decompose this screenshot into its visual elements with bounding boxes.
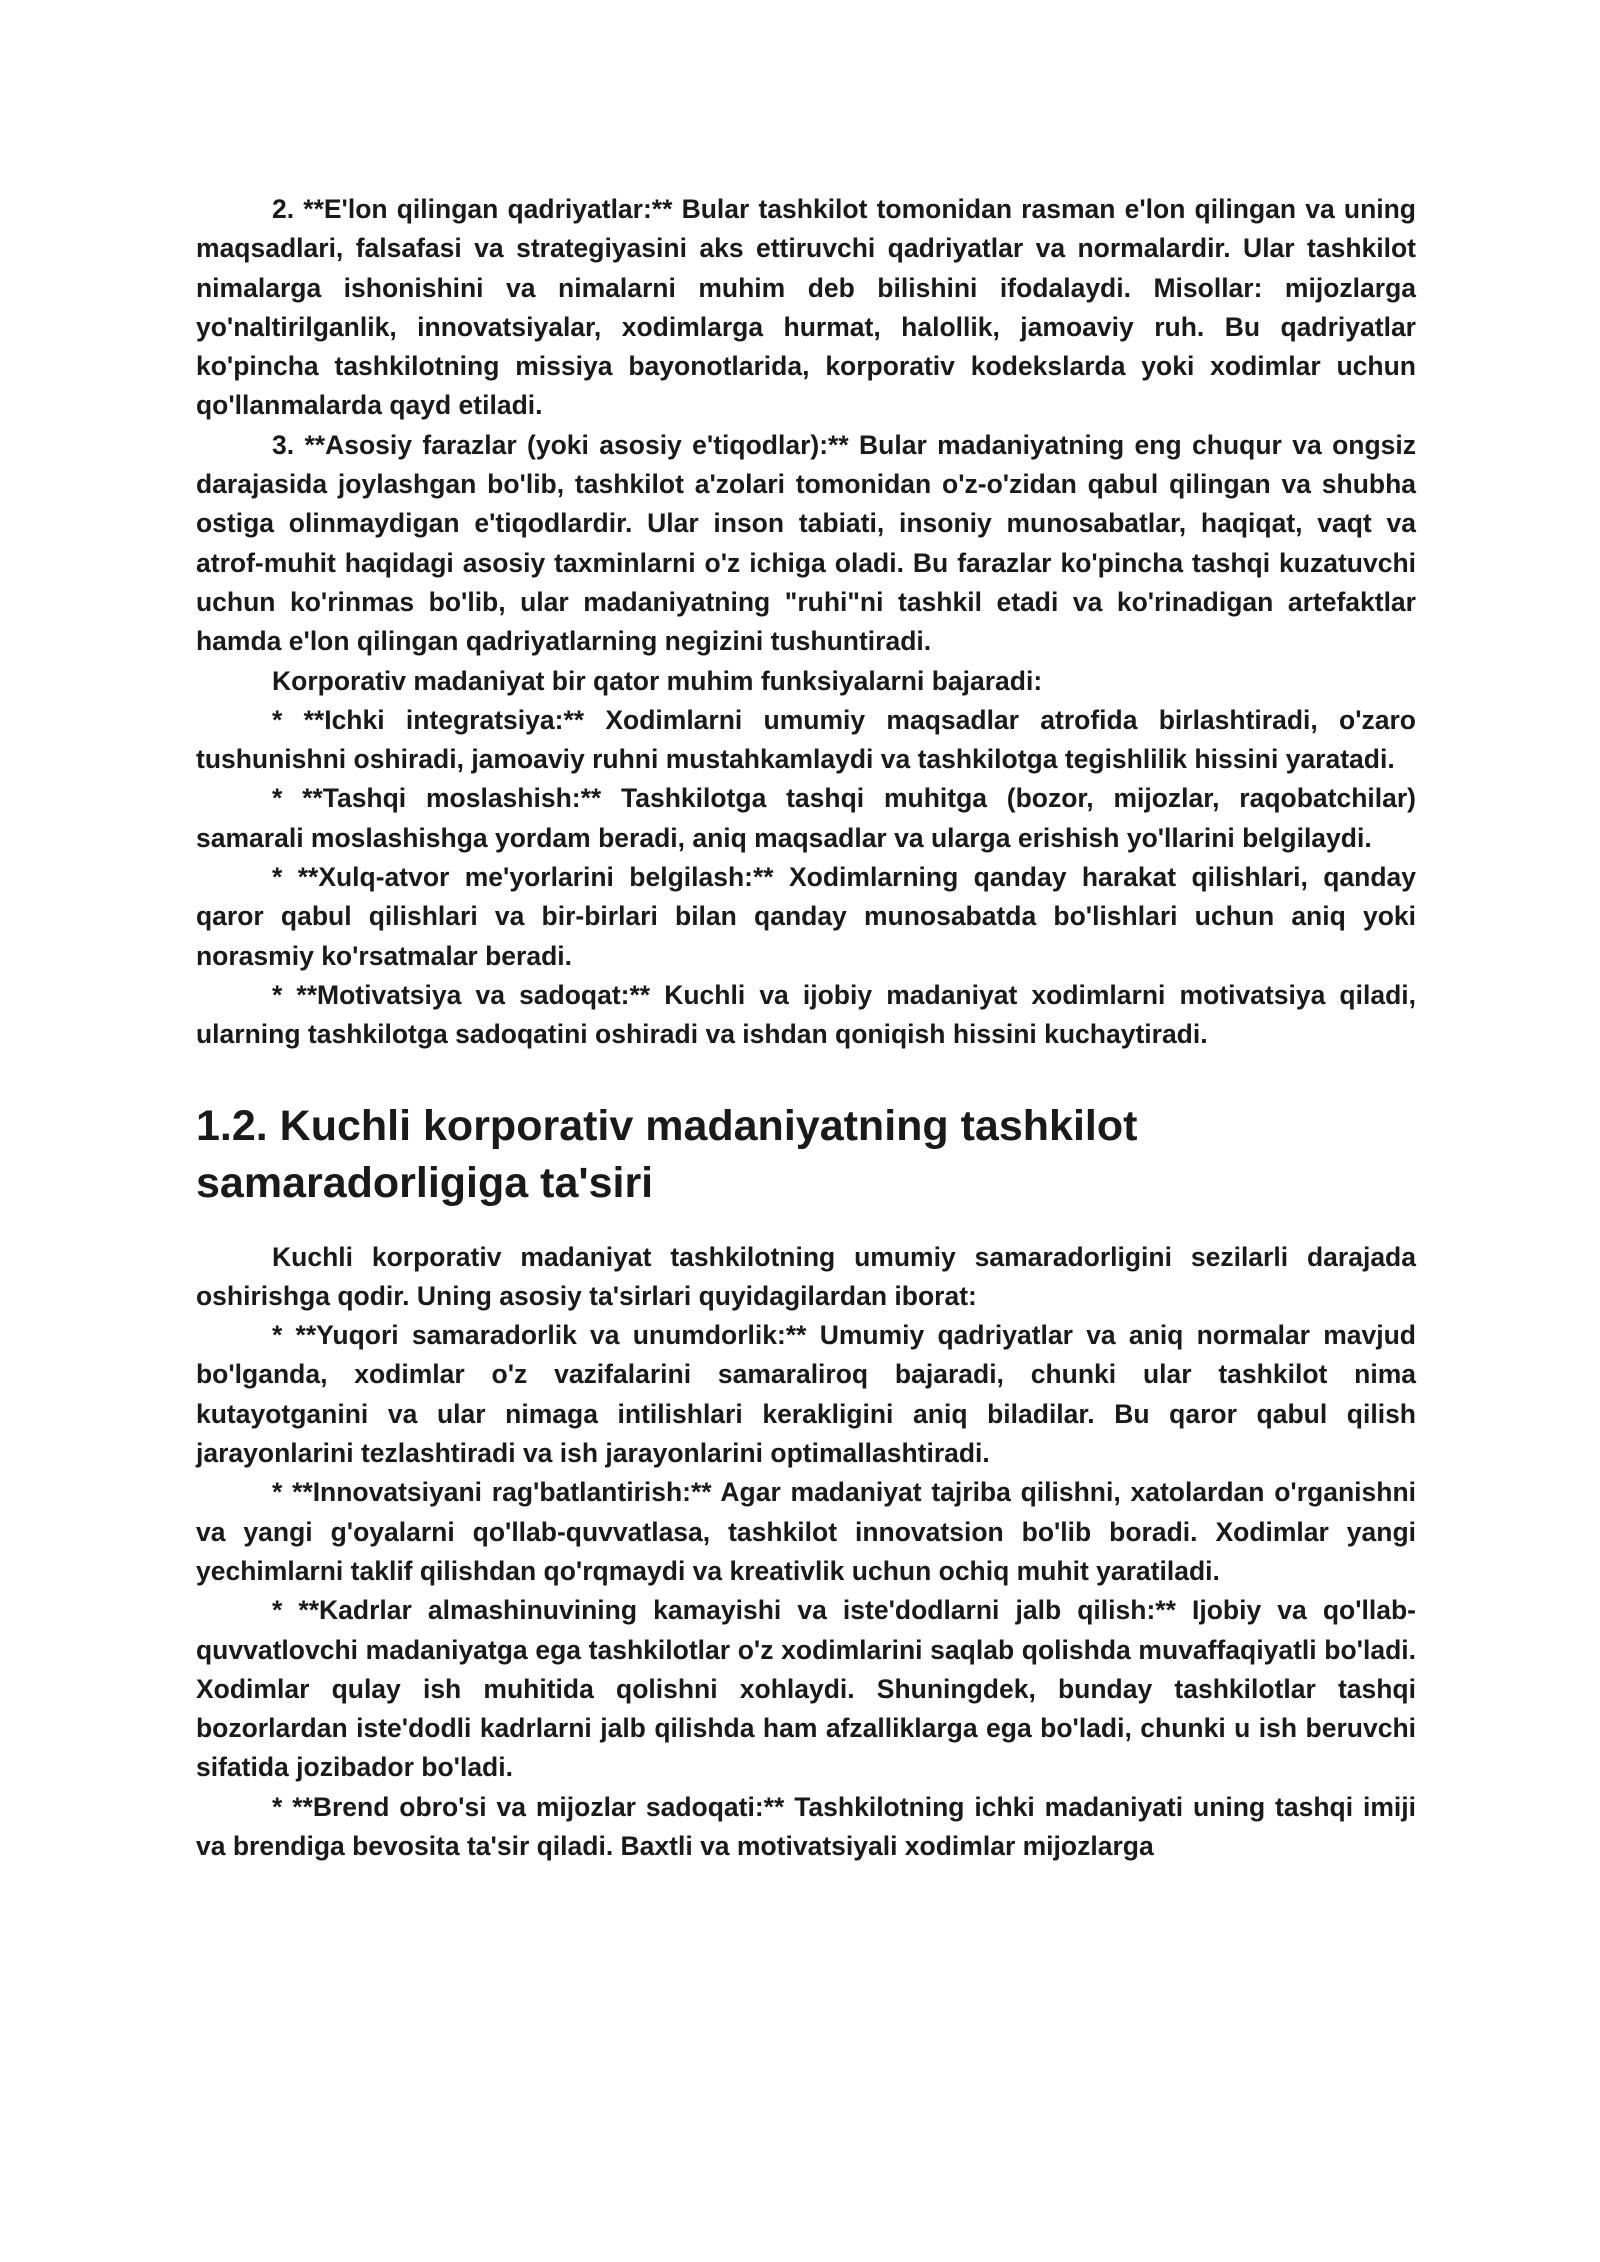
bullet-internal-integration: * **Ichki integratsiya:** Xodimlarni umumiy maqsadlar atrofida birlashtiradi, o'zaro tushunishni oshiradi, jamoaviy ruhni mustahkamlaydi va tashkilotga tegishlilik hissini yaratadi. <box>196 704 1416 775</box>
bullet-staff-turnover: * **Kadrlar almashinuvining kamayishi va iste'dodlarni jalb qilish:** Ijobiy va qo'llab-quvvatlovchi madaniyatga ega tashkilotlar o'z xodimlarini saqlab qolishda muvaffaqiyatli bo'ladi. Xodimlar qulay ish muhitida qolishni xohlaydi. Shuningdek, bunday tashkilotlar tashqi bozorlardan iste'dodli kadrlarni jalb qilishda ham afzalliklarga ega bo'ladi, chunki u ish beruvchi sifatida jozibador bo'ladi. <box>196 1595 1416 1783</box>
functions-intro-paragraph: Korporativ madaniyat bir qator muhim funksiyalarni bajaradi: <box>272 665 1043 696</box>
bullet-brand-reputation: * **Brend obro'si va mijozlar sadoqati:** Tashkilotning ichki madaniyati uning tashqi imiji va brendiga bevosita ta'sir qiladi. Baxtli va motivatsiyali xodimlar mijozlarga <box>196 1791 1416 1861</box>
list-item-declared-values: 2. **E'lon qilingan qadriyatlar:** Bular tashkilot tomonidan rasman e'lon qilingan va uning maqsadlari, falsafasi va strategiyasini aks ettiruvchi qadriyatlar va normalardir. Ular tashkilot nimalarga ishonishini va nimalarni muhim deb bilishini ifodalaydi. Misollar: mijozlarga yo'naltirilganlik, innovatsiyalar, xodimlarga hurmat, halollik, jamoaviy ruh. Bu qadriyatlar ko'pincha tashkilotning missiya bayonotlarida, korporativ kodekslarda yoki xodimlar uchun qo'llanmalarda qayd etiladi. <box>196 194 1416 421</box>
bullet-external-adaptation: * **Tashqi moslashish:** Tashkilotga tashqi muhitga (bozor, mijozlar, raqobatchilar) samarali moslashishga yordam beradi, aniq maqsadlar va ularga erishish yo'llarini belgilaydi. <box>196 783 1416 853</box>
bullet-behavior-norms: * **Xulq-atvor me'yorlarini belgilash:** Xodimlarning qanday harakat qilishlari, qanday qaror qabul qilishlari va bir-birlari bilan qanday munosabatda bo'lishlari uchun aniq yoki norasmiy ko'rsatmalar beradi. <box>196 862 1416 971</box>
bullet-innovation: * **Innovatsiyani rag'batlantirish:** Agar madaniyat tajriba qilishni, xatolardan o'rganishni va yangi g'oyalarni qo'llab-quvvatlasa, tashkilot innovatsion bo'lib boradi. Xodimlar yangi yechimlarni taklif qilishdan qo'rqmaydi va kreativlik uchun ochiq muhit yaratiladi. <box>196 1477 1416 1586</box>
impact-intro-paragraph: Kuchli korporativ madaniyat tashkilotning umumiy samaradorligini sezilarli darajada oshirishga qodir. Uning asosiy ta'sirlari quyidagilardan iborat: <box>196 1241 1416 1311</box>
document-page <box>196 190 1416 1866</box>
bullet-motivation-loyalty: * **Motivatsiya va sadoqat:** Kuchli va ijobiy madaniyat xodimlarni motivatsiya qiladi, ularning tashkilotga sadoqatini oshiradi va ishdan qoniqish hissini kuchaytiradi. <box>196 979 1416 1050</box>
bullet-high-efficiency: * **Yuqori samaradorlik va unumdorlik:** Umumiy qadriyatlar va aniq normalar mavjud bo'lganda, xodimlar o'z vazifalarini samaraliroq bajaradi, chunki ular tashkilot nima kutayotganini va ular nimaga intilishlari kerakligini aniq biladilar. Bu qaror qabul qilish jarayonlarini tezlashtiradi va ish jarayonlarini optimallashtiradi. <box>196 1320 1416 1469</box>
list-item-basic-assumptions: 3. **Asosiy farazlar (yoki asosiy e'tiqodlar):** Bular madaniyatning eng chuqur va ongsiz darajasida joylashgan bo'lib, tashkilot a'zolari tomonidan o'z-o'zidan qabul qilingan va shubha ostiga olinmaydigan e'tiqodlardir. Ular inson tabiati, insoniy munosabatlar, haqiqat, vaqt va atrof-muhit haqidagi asosiy taxminlarni o'z ichiga oladi. Bu farazlar ko'pincha tashqi kuzatuvchi uchun ko'rinmas bo'lib, ular madaniyatning "ruhi"ni tashkil etadi va ko'rinadigan artefaktlar hamda e'lon qilingan qadriyatlarning negizini tushuntiradi. <box>196 429 1416 657</box>
section-heading: 1.2. Kuchli korporativ madaniyatning tashkilot samaradorligiga ta'siri <box>196 1101 1138 1207</box>
